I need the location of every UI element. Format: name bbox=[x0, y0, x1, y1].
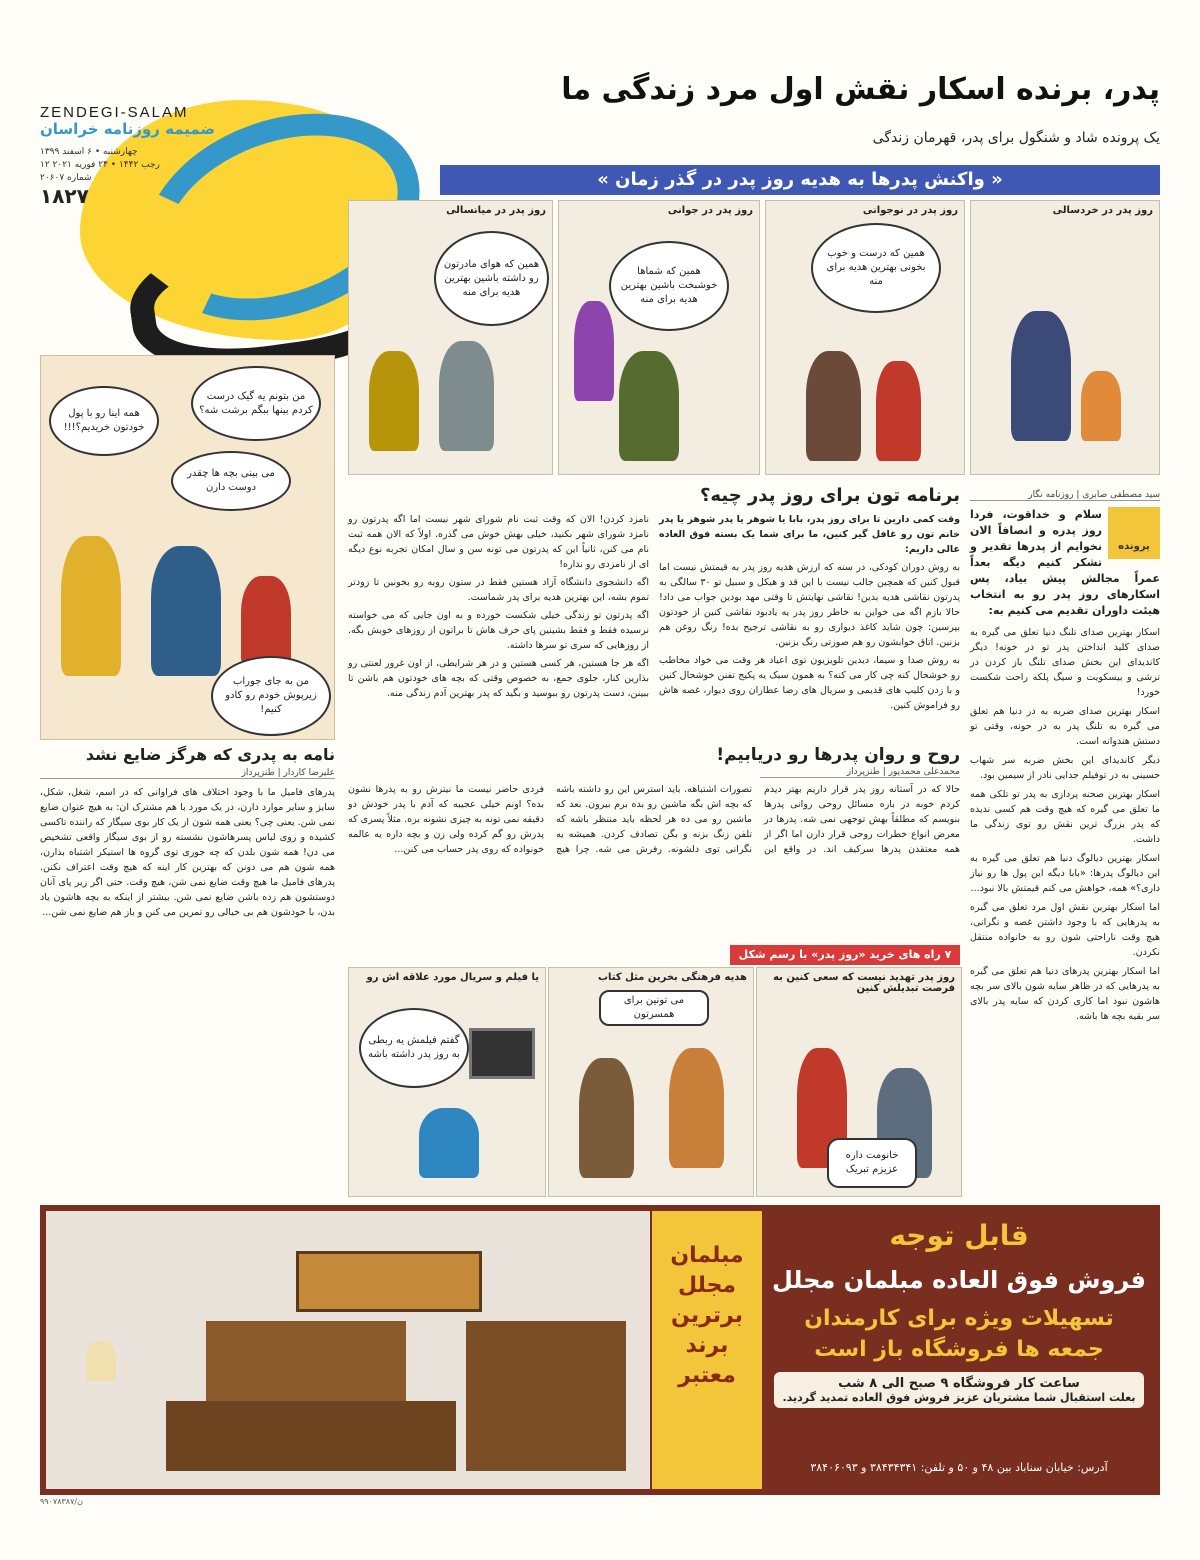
panel-label: روز پدر در جوانی bbox=[667, 205, 753, 216]
lamp bbox=[86, 1341, 116, 1381]
soul-article bbox=[348, 745, 960, 935]
letter-title: نامه به پدری که هرگز ضایع نشد bbox=[85, 745, 335, 764]
letter-article bbox=[40, 745, 335, 1195]
speech-bubble: خانومت داره عزیزم تبریک bbox=[827, 1138, 917, 1188]
mother-figure bbox=[61, 536, 121, 676]
father-figure bbox=[806, 351, 861, 461]
panel-label: روز پدر در نوجوانی bbox=[862, 205, 958, 216]
letter-text: پدرهای فامیل ما با وجود اختلاف های فراوانی که در اسم، شغل، شکل، سایز و سایر موارد دارن، در یک مورد با هم مشترک ان: به هیچ عنوان ضایع نمی شن. یعنی چی؟ یعنی همه شون از یک کار بوی سیگار که راننده تاکسی کشیده و روی لباس پسرهاشون نشسته رو از بوی سیگار واقعی تشخیص می دن! همه شون بلدن که چه جوری توی گروه ها استیکر اشتباه بذارن، همه شون هم می دونن که بهترین کار اینه که هیچ وقت اعتراف نکنن. پدرهای فامیل ما هیچ وقت ضایع نمی شن، هیچ وقت. حتی اگر زیر پای آنان دوستشون هم زده باشن ضایع نمی شن. بیشتر از اینکه به بچه هاشون یاد بدن، با خودشون هم بی خیالی رو تمرین می کنن و باز هم ضایع نمی شن... bbox=[40, 787, 335, 918]
panel-label: یا فیلم و سریال مورد علاقه اش رو bbox=[366, 972, 539, 983]
bottom-comic-banner: ۷ راه های خرید «روز پدر» با رسم شکل bbox=[730, 945, 960, 965]
program-item: به روش دوران کودکی، در سنه که ارزش هدیه روز پدر به قیمتش نیست اما قبول کنین که همچین جالب نیست با این قد و هیکل و سبیل تو ۳۰ سالگی به پدرتون نقاشی هدیه بدین! نقاشی نهایتش تا وقتی مهد بودین جواب می داد! حالا بازم اگه می خواین به خاطر روز پدر یه یادبود نقاشی کنین از خودتون بپرسین: چون شاید کاغذ دیواری رو به نقاشی ترجیح بده! رنگ روغن هم بزنین. اتاق خوابشون رو هم صورتی رنگ بزنین. bbox=[659, 562, 960, 648]
page-subheadline: یک پرونده شاد و شنگول برای پدر، قهرمان زندگی bbox=[872, 130, 1160, 146]
dossier-item: اسکار بهترین صدای تلنگ دنیا تعلق می گیره به صدای کلید انداختن پدر تو در خونه! دیگر کاندیدای این بخش صدای تلنگ باز کردن در ترشی و بیسکویت و سیگ پلکه راحت شکست خورد! bbox=[970, 627, 1160, 698]
ad-line-2: تسهیلات ویژه برای کارمندان bbox=[804, 1306, 1114, 1331]
program-item: اگه دانشجوی دانشگاه آزاد هستین فقط در ستون روبه رو بخونین تا زودتر تموم بشه، این بهترین هدیه برای پدر شماست. bbox=[348, 577, 649, 603]
program-col-right bbox=[659, 512, 960, 713]
father-figure bbox=[151, 546, 221, 676]
wall-painting bbox=[296, 1251, 482, 1312]
comic-panel-teen bbox=[765, 200, 965, 475]
ad-hours-box bbox=[774, 1372, 1144, 1408]
program-col-left bbox=[348, 512, 649, 713]
wardrobe bbox=[466, 1321, 626, 1471]
program-item: اگه پدرتون تو زندگی خیلی شکست خورده و به اون جایی که می خواسته نرسیده فقط و فقط بشینین پای حرف هاش تا براتون از روزهای خوبش بگه. از روزهایی که سری تو سرها داشته. bbox=[348, 610, 649, 651]
bed bbox=[166, 1401, 456, 1471]
brand-persian: ضمیمه روزنامه خراسان bbox=[40, 120, 215, 138]
father-figure bbox=[579, 1058, 634, 1178]
father-figure bbox=[419, 1108, 479, 1178]
ad-address: آدرس: خیابان سناباد بین ۴۸ و ۵۰ و تلفن: ۳۸۴۳۴۳۴۱ و ۳۸۴۰۶۰۹۳ bbox=[810, 1461, 1108, 1474]
speech-bubble: من به جای جوراب زیرپوش خودم رو کادو کنیم! bbox=[211, 656, 331, 736]
ad-note: بعلت استقبال شما مشتریان عزیز فروش فوق العاده تمدید گردید. bbox=[782, 1391, 1136, 1404]
speech-bubble: می تونین برای همسرتون bbox=[599, 990, 709, 1026]
panel-label: هدیه فرهنگی بخرین مثل کتاب bbox=[597, 972, 747, 983]
dossier-tag bbox=[1108, 507, 1160, 559]
program-item: نامزد کردن! الان که وقت ثبت نام شورای شهر نیست اما اگه پدرتون رو نامزد شورای شهر بکنید، خیلی بهش خوش می گذره. اولاً که الان همه ثبت نام می کنن، ثانیاً این که پدرتون می تونه سن و سال امکان تجربه نوع دیگه ای از نامزدی رو نداره! bbox=[348, 514, 649, 570]
father-figure bbox=[619, 351, 679, 461]
program-intro: وقت کمی دارین تا برای روز پدر، بابا یا شوهر یا پدر شوهر یا پدر خانم تون رو غافل گیر کنین، ما برای شما یک بسته فوق العاده عالی داریم: bbox=[659, 514, 960, 555]
speech-bubble: همین که هوای مادرتون رو داشته باشین بهترین هدیه برای منه bbox=[434, 231, 549, 326]
tv-screen bbox=[469, 1028, 535, 1079]
comic-panel-middle-age bbox=[348, 200, 553, 475]
panel-label: روز پدر در میانسالی bbox=[446, 205, 546, 216]
ad-side-panel bbox=[652, 1211, 762, 1489]
wife-figure bbox=[669, 1048, 724, 1168]
dossier-column bbox=[970, 490, 1160, 1195]
speech-bubble: من بتونم یه گیک درست کردم بینها ببگم برشت شه؟ bbox=[191, 366, 321, 441]
soul-text: حالا که در آستانه روز پدر قرار داریم بهتر دیدم کردم خوبه در باره مسائل روحی روانی پدرها بنویسم که مطلقاً بهش توجهی نمی شه. پدرها در معرض انواع خطرات روحی قرار دارن اما اگر از همه معتقدن پدرها سرکیف اند. در واقع این تصورات اشتباهه. باید استرس این رو داشته باشه که بچه اش بگه ماشین رو بده برم بیرون. بعد که ماشین رو می ده هر لحظه باید منتظر باشه که تلفن زنگ بزنه و بگن تصادف کردن. همیشه یه نگرانی توی دلشونه. رفرش می شه. چرا هیچ فردی حاضر نیست ما نیترش رو به پدرها نشون بده؟ اونم خیلی عجیبه که آدم با پدر خودش دو دقیقه نمی تونه به چیزی نشونه بره. مثلاً پسری که پدرش رو گم کرده ولی زن و بچه داره یه عالمه خونواده که روی پدر حساب می کنن... bbox=[348, 784, 960, 855]
speech-bubble: همین که شماها خوشبخت باشین بهترین هدیه برای منه bbox=[609, 241, 729, 331]
comic-banner: « واکنش پدرها به هدیه روز پدر در گذر زمان » bbox=[440, 165, 1160, 195]
date-line-3: شماره ۲۰۶۰۷ bbox=[40, 173, 92, 183]
child-figure bbox=[1081, 371, 1121, 441]
dossier-author: سید مصطفی صابری | روزنامه نگار bbox=[970, 490, 1160, 501]
bottom-comic bbox=[348, 945, 960, 1195]
dossier-item: اما اسکار بهترین پدرهای دنیا هم تعلق می گیره به پدرهایی که در ظاهر سایه شون بالای سر بچه هاشون نبود اما کاری کردن که سایه پدر بالای سر بقیه بچه ها باشه. bbox=[970, 966, 1160, 1022]
program-item: اگه هر جا هستین، هر کسی هستین و در هر شرایطی، از اون غرور لعنتی رو بذارین کنار، جلوی جمع، به خصوص وقتی که بچه های خودتون هم باشن تا ببینن، دست پدرتون رو ببوسید و بگید که پدر بهترین آدم زندگی منه. bbox=[348, 658, 649, 699]
brand-latin: ZENDEGI-SALAM bbox=[40, 104, 189, 121]
dossier-item: اسکار بهترین دیالوگ دنیا هم تعلق می گیره به این دیالوگ پدرها: «بابا دیگه این پول ها رو نیاز داری؟» همه، خواهش می کنم قیمتش بالا نبود... bbox=[970, 853, 1160, 894]
relative-figure bbox=[369, 351, 419, 451]
dossier-item: اما اسکار بهترین نقش اول مرد تعلق می گیره به پدرهایی که با وجود داشتن غصه و نگرانی، هیچ وقت ناراحتی شون رو به خانواده منتقل نکردن. bbox=[970, 902, 1160, 958]
speech-bubble: همه اینا رو با پول خودتون خریدیم؟!!! bbox=[49, 386, 159, 456]
family-figure bbox=[574, 301, 614, 401]
issue-number: ۱۸۲۷ bbox=[40, 184, 89, 208]
ad-code: ۹۹۰۷۸۳۸۷/ن bbox=[40, 1497, 83, 1506]
ad-side-line: برترین bbox=[671, 1303, 743, 1328]
ad-side-line: مبلمان bbox=[670, 1243, 744, 1268]
soul-title: روح و روان پدرها رو دریابیم! bbox=[716, 745, 960, 765]
father-figure bbox=[1011, 311, 1071, 441]
program-title: برنامه تون برای روز پدر چیه؟ bbox=[699, 485, 960, 506]
panel-label: روز پدر تهدید نیست که سعی کنین به فرصت تبدیلش کنین bbox=[773, 972, 955, 994]
grandma-figure bbox=[439, 341, 494, 451]
ad-title: قابل توجه bbox=[889, 1219, 1029, 1252]
ad-main-text bbox=[764, 1211, 1154, 1489]
comic-panel-childhood bbox=[970, 200, 1160, 475]
speech-bubble: می بینی بچه ها چقدر دوست دارن bbox=[171, 451, 291, 511]
ad-line-1: فروش فوق العاده مبلمان مجلل bbox=[771, 1266, 1146, 1294]
date-line-1: چهارشنبه • ۶ اسفند ۱۳۹۹ bbox=[40, 147, 138, 157]
soul-author: محمدعلی محمدپور | طنزپرداز bbox=[760, 767, 960, 778]
ad-hours: ساعت کار فروشگاه ۹ صبح الی ۸ شب bbox=[838, 1376, 1080, 1391]
speech-bubble: همین که درست و خوب بخونی بهترین هدیه برای منه bbox=[811, 223, 941, 313]
bed-headboard bbox=[206, 1321, 406, 1411]
ad-side-line: برند bbox=[685, 1333, 729, 1358]
dossier-item: اسکار بهترین صحنه پردازی به پدر تو تلکی همه ما تعلق می گیره که هیچ وقت هم کسی ندیده که پدر بزرگ ترین نقش رو توی زندگی ما داشت. bbox=[970, 789, 1160, 845]
dossier-item: اسکار بهترین صدای ضربه به در دنیا هم تعلق می گیره به تلنگ پدر به در حونه، وقتی تو دستش هندوانه است. bbox=[970, 706, 1160, 747]
dossier-tag-label: پرونده bbox=[1118, 541, 1150, 552]
dossier-item: دیگر کاندیدای این بخش ضربه سر شهاب حسینی به در توفیلم جدایی نادر از سیمین بود. bbox=[970, 755, 1160, 781]
ad-line-3: جمعه ها فروشگاه باز است bbox=[814, 1337, 1104, 1362]
left-comic bbox=[40, 355, 335, 740]
page-headline: پدر، برنده اسکار نقش اول مرد زندگی ما bbox=[561, 72, 1160, 107]
furniture-ad bbox=[40, 1205, 1160, 1495]
program-article bbox=[348, 485, 960, 740]
bottom-panel-1 bbox=[756, 967, 962, 1197]
ad-side-line: معتبر bbox=[678, 1363, 736, 1388]
dossier-lead: سلام و خداقوت، فردا روز پدره و انصافاً الان نخوایم از پدرها تقدیر و تشکر کنیم دیگه بعداً عمراً مجالش پیش بیاد، پس اسکارهای روز پدر رو به انتخاب هیئت داوران تقدیم می کنیم به: bbox=[970, 508, 1160, 617]
bottom-panel-3 bbox=[348, 967, 546, 1197]
panel-label: روز پدر در خردسالی bbox=[1052, 205, 1153, 216]
ad-side-line: مجلل bbox=[677, 1273, 737, 1298]
teen-figure bbox=[876, 361, 921, 461]
issue-date-block bbox=[40, 146, 160, 185]
bedroom-photo bbox=[46, 1211, 650, 1489]
program-item: به روش صدا و سیما، دیدین تلویزیون توی اعیاد هر وقت می خواد مخاطب رو خوشحال کنه چی کار می کنه؟ به همون سبک یه پکیج تفنن خوشحال کنین و با زدن کلیپ های قدیمی و سریال های رضا عطاران روی دیوار، غصه هاش رو فراموش کنین. bbox=[659, 655, 960, 711]
speech-bubble: گفتم فیلمش یه ربطی به روز پدر داشته باشه bbox=[359, 1008, 469, 1088]
letter-author: علیرضا کاردار | طنزپرداز bbox=[40, 768, 335, 779]
comic-panel-youth bbox=[558, 200, 760, 475]
bottom-panel-2 bbox=[548, 967, 754, 1197]
child-figure bbox=[241, 576, 291, 666]
date-line-2: ۱۲ رجب ۱۴۴۲ • ۲۴ فوریه ۲۰۲۱ bbox=[40, 160, 160, 170]
